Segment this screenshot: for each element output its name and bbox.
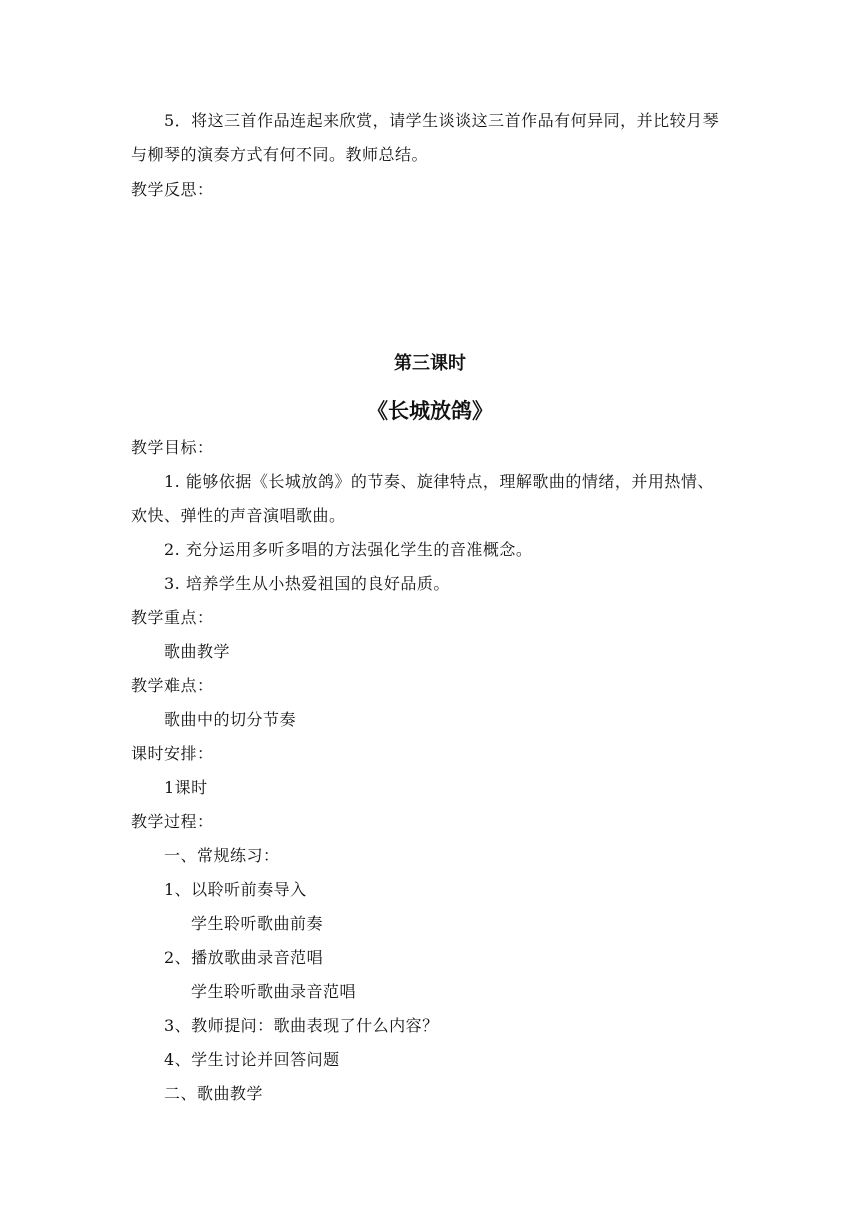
process-step-2-detail: 学生聆听歌曲录音范唱 [191, 982, 357, 1001]
reflection-heading: 教学反思： [131, 180, 214, 199]
schedule-heading: 课时安排： [131, 744, 214, 763]
process-heading: 教学过程： [131, 812, 214, 831]
lesson-title: 第三课时 [394, 353, 466, 374]
key-point-content: 歌曲教学 [164, 642, 231, 661]
objective-1-line-1: 1. 能够依据《长城放鸽》的节奏、旋律特点，理解歌曲的情绪，并用热情、 [164, 472, 714, 491]
objectives-heading: 教学目标： [131, 438, 214, 457]
process-step-3: 3、教师提问：歌曲表现了什么内容？ [164, 1016, 439, 1035]
objective-2: 2. 充分运用多听多唱的方法强化学生的音准概念。 [164, 540, 533, 559]
item-5-line-1: 5．将这三首作品连起来欣赏，请学生谈谈这三首作品有何异同，并比较月琴 [164, 111, 720, 130]
objective-3: 3. 培养学生从小热爱祖国的良好品质。 [164, 574, 450, 593]
process-step-2: 2、播放歌曲录音范唱 [164, 948, 324, 967]
difficulty-heading: 教学难点： [131, 676, 214, 695]
process-section-1: 一、常规练习： [164, 846, 280, 865]
process-step-4: 4、学生讨论并回答问题 [164, 1050, 340, 1069]
objective-1-line-2: 欢快、弹性的声音演唱歌曲。 [131, 506, 346, 525]
key-point-heading: 教学重点： [131, 608, 214, 627]
process-step-1-detail: 学生聆听歌曲前奏 [191, 914, 324, 933]
process-step-1: 1、以聆听前奏导入 [164, 880, 307, 899]
item-5-line-2: 与柳琴的演奏方式有何不同。教师总结。 [131, 145, 429, 164]
schedule-content: 1课时 [164, 778, 208, 797]
process-section-2: 二、歌曲教学 [164, 1084, 264, 1103]
difficulty-content: 歌曲中的切分节奏 [164, 710, 297, 729]
song-title: 《长城放鸽》 [367, 399, 493, 423]
